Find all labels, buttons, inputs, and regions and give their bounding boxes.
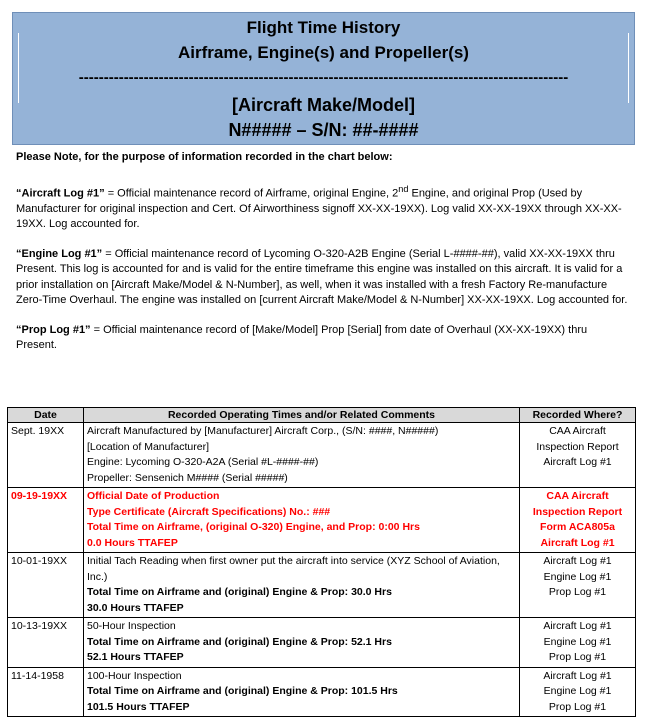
- comment-line: Total Time on Airframe and (original) Engine & Prop: 52.1 Hrs: [87, 635, 392, 648]
- where-line: Prop Log #1: [548, 700, 607, 713]
- table-row: [8, 423, 636, 488]
- note-aircraft-log: [16, 182, 631, 233]
- term-prop-log: “Prop Log #1”: [16, 323, 91, 336]
- aircraft-log-text-b: Engine, and original Prop (Used by Manufacturer for original inspection and Cert. Of Airworthiness signoff XX-XX-19XX). Log valid XX-XX-19XX through XX-XX-19XX. Log accounted for.: [16, 187, 622, 231]
- table-header-row: [8, 408, 636, 423]
- notes-lead: Please Note, for the purpose of information recorded in the chart below:: [16, 151, 393, 163]
- comment-line: [Location of Manufacturer]: [87, 440, 209, 453]
- where-line: Aircraft Log #1: [543, 555, 612, 567]
- header-where: Recorded Where?: [520, 408, 636, 423]
- row-date: 11-14-1958: [8, 667, 84, 717]
- where-line: Form ACA805a: [540, 521, 615, 533]
- comment-line: 101.5 Hours TTAFEP: [87, 700, 190, 713]
- where-line: Aircraft Log #1: [543, 456, 612, 468]
- notes-section: [16, 150, 631, 368]
- row-where: [520, 667, 636, 717]
- comment-line: 100-Hour Inspection: [87, 669, 182, 682]
- row-date: 10-13-19XX: [8, 618, 84, 668]
- title-banner: [12, 12, 635, 145]
- header-date: Date: [8, 408, 84, 423]
- comment-line: 0.0 Hours TTAFEP: [87, 536, 178, 549]
- row-comments: [84, 618, 520, 668]
- note-engine-log: [16, 247, 631, 309]
- document-title: Flight Time History: [246, 18, 401, 37]
- comment-line: Aircraft Manufactured by [Manufacturer] Aircraft Corp., (S/N: ####, N#####): [87, 425, 439, 437]
- row-comments: [84, 488, 520, 553]
- where-line: Prop Log #1: [548, 651, 607, 663]
- comment-line: Propeller: Sensenich M#### (Serial #####): [87, 471, 288, 484]
- engine-log-text: = Official maintenance record of Lycoming O-320-A2B Engine (Serial L-####-##), valid XX-XX-19XX thru Present. This log is accounted for and is valid for the entire timeframe this engine was installed on this aircraft. It is valid for a prior installation on [Aircraft Make/Model & N-Number], as well, when it was installed with a fresh Factory Re-manufacture Zero-Time Overhaul. The engine was installed on [current Aircraft Make/Model & N-Number] XX-XX-19XX. Log accounted for.: [16, 247, 628, 307]
- table-row: [8, 488, 636, 553]
- row-where: [520, 553, 636, 618]
- aircraft-make-model: [Aircraft Make/Model]: [231, 95, 416, 115]
- table-row: [8, 667, 636, 717]
- row-comments: [84, 423, 520, 488]
- comment-text: Initial Tach Reading when first owner put the aircraft into service (XYZ School of Aviation, Inc.): [87, 555, 500, 583]
- banner-edge-mark-right: [628, 33, 629, 103]
- title-divider: --------------------------------------------------------------------------------------------------: [78, 69, 569, 86]
- prop-log-text: = Official maintenance record of [Make/Model] Prop [Serial] from date of Overhaul (XX-XX-19XX) thru Present.: [16, 323, 588, 352]
- row-date: 09-19-19XX: [8, 488, 84, 553]
- where-line: Inspection Report: [536, 440, 619, 453]
- comment-line: 50-Hour Inspection: [87, 620, 176, 632]
- row-where: [520, 618, 636, 668]
- where-line: Inspection Report: [532, 505, 623, 518]
- comment-line: Engine: Lycoming O-320-A2A (Serial #L-####-##): [87, 456, 319, 468]
- where-line: Aircraft Log #1: [540, 536, 615, 549]
- row-date: Sept. 19XX: [8, 423, 84, 488]
- row-date: 10-01-19XX: [8, 553, 84, 618]
- comment-line: 52.1 Hours TTAFEP: [87, 651, 184, 663]
- row-comments: [84, 667, 520, 717]
- aircraft-log-text-a: = Official maintenance record of Airframe, original Engine, 2: [104, 187, 399, 200]
- table-row: [8, 618, 636, 668]
- where-line: Engine Log #1: [543, 635, 612, 648]
- aircraft-nnumber-serial: N##### – S/N: ##-####: [228, 120, 419, 140]
- term-aircraft-log: “Aircraft Log #1”: [16, 187, 105, 200]
- comment-line: Total Time on Airframe, (original O-320) Engine, and Prop: 0:00 Hrs: [87, 521, 420, 533]
- where-line: Engine Log #1: [543, 685, 612, 697]
- where-line: Prop Log #1: [548, 586, 607, 598]
- term-engine-log: “Engine Log #1”: [16, 247, 103, 260]
- document-subtitle: Airframe, Engine(s) and Propeller(s): [178, 43, 469, 62]
- table-row: [8, 553, 636, 618]
- comment-line: Official Date of Production: [87, 490, 220, 502]
- where-line: Aircraft Log #1: [543, 669, 612, 682]
- where-line: CAA Aircraft: [546, 490, 609, 502]
- banner-edge-mark-left: [18, 33, 19, 103]
- comment-line: Total Time on Airframe and (original) Engine & Prop: 101.5 Hrs: [87, 685, 398, 697]
- row-comments: [84, 553, 520, 618]
- where-line: Aircraft Log #1: [543, 620, 612, 632]
- comment-line: 30.0 Hours TTAFEP: [87, 601, 184, 614]
- comment-line: Type Certificate (Aircraft Specifications) No.: ###: [87, 505, 331, 518]
- aircraft-log-sup: nd: [398, 183, 409, 194]
- comment-line: Total Time on Airframe and (original) Engine & Prop: 30.0 Hrs: [87, 586, 392, 598]
- flight-time-table: [7, 407, 636, 717]
- header-comments: Recorded Operating Times and/or Related Comments: [84, 408, 520, 423]
- row-where: [520, 423, 636, 488]
- note-prop-log: [16, 323, 631, 354]
- where-line: Engine Log #1: [543, 570, 612, 583]
- where-line: CAA Aircraft: [549, 425, 606, 437]
- row-where: [520, 488, 636, 553]
